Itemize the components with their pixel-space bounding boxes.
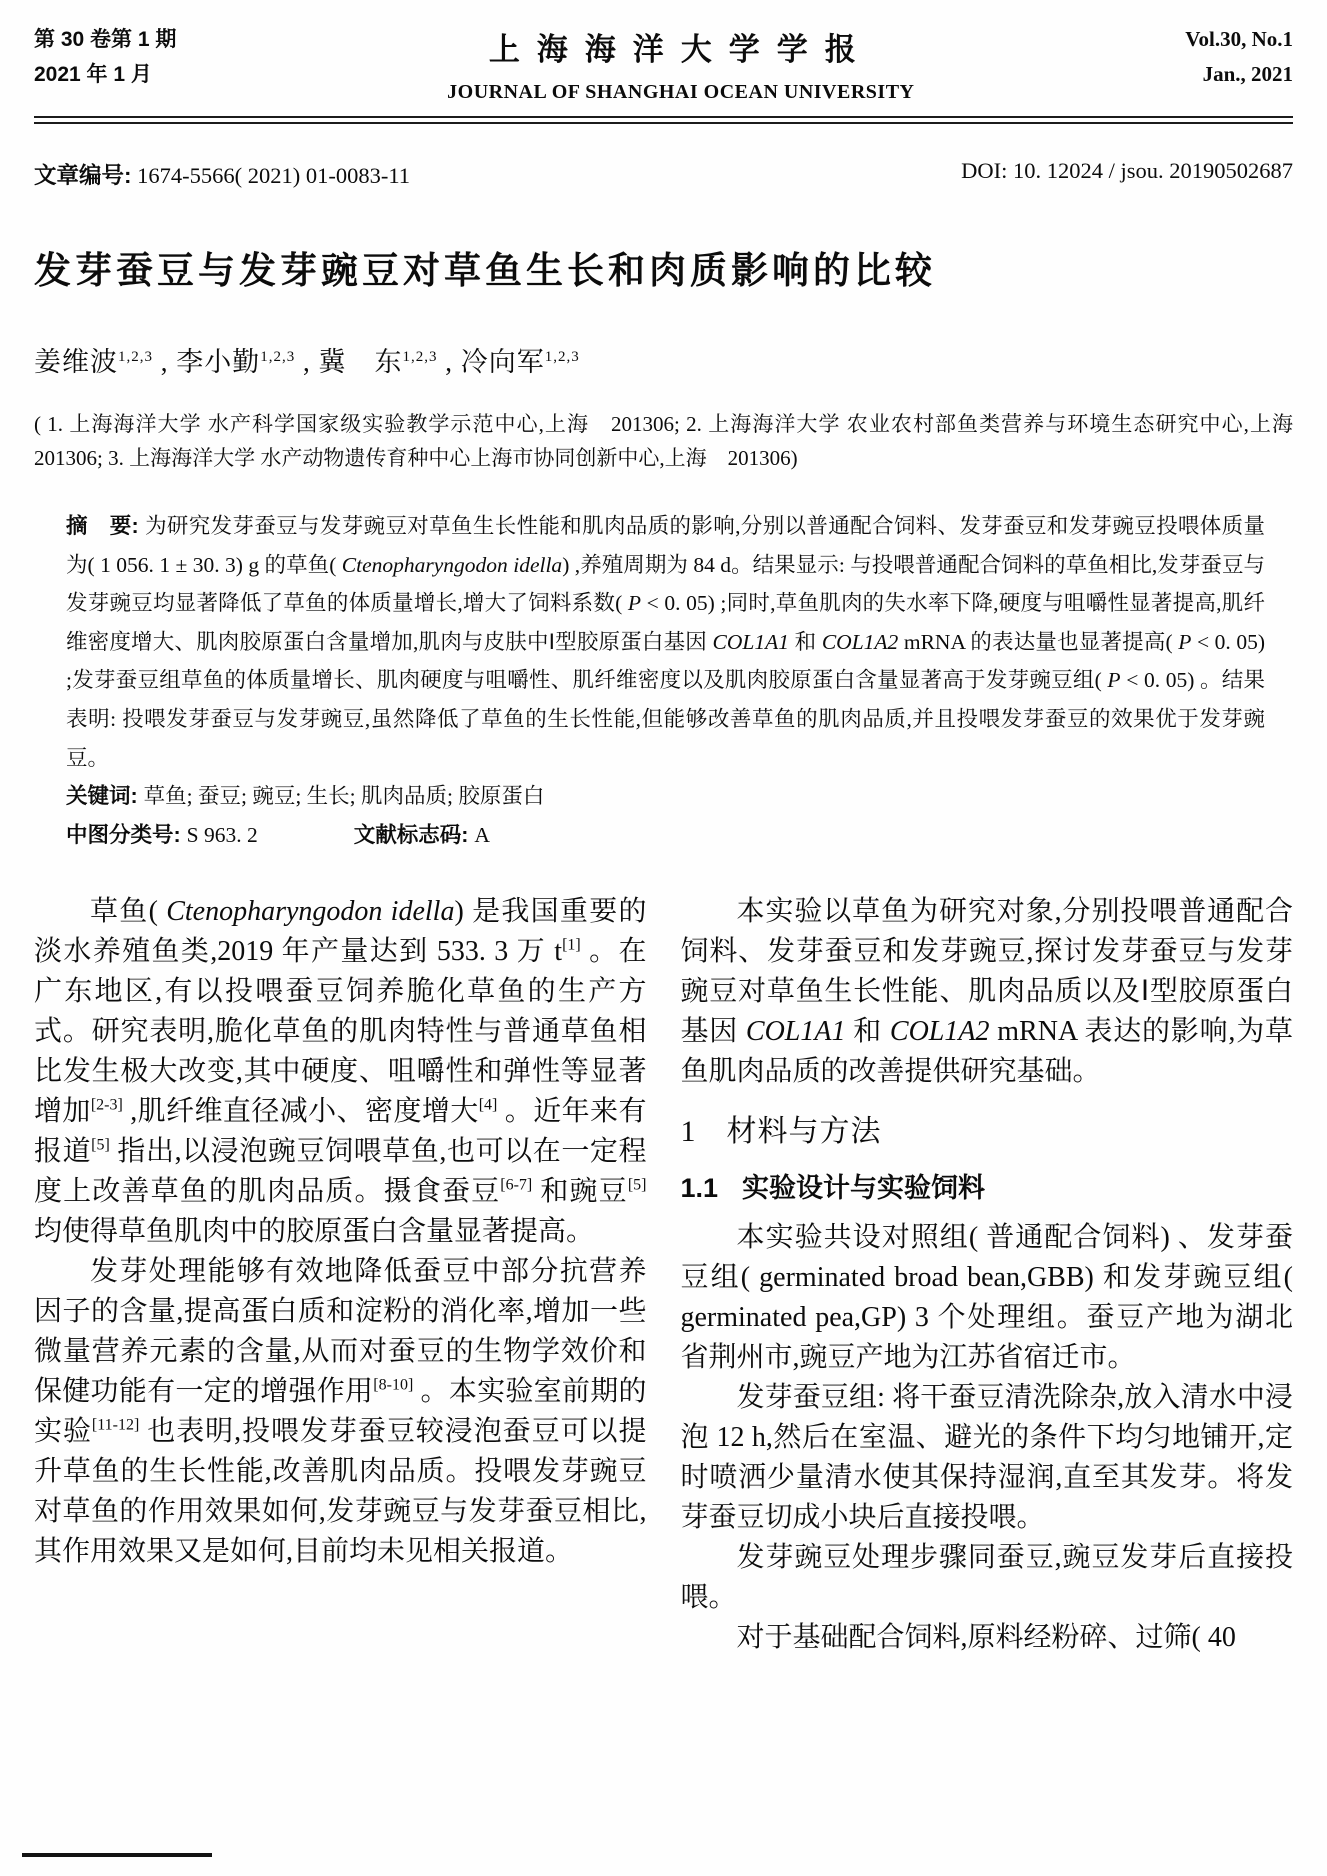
body-paragraph: 本实验以草鱼为研究对象,分别投喂普通配合饲料、发芽蚕豆和发芽豌豆,探讨发芽蚕豆与发芽豌豆对草鱼生长性能、肌肉品质以及Ⅰ型胶原蛋白基因 COL1A1 和 COL1A2 mRNA 表达的影响,为草鱼肌肉品质的改善提供研究基础。	[680, 896, 1293, 1088]
clc-label: 中图分类号:	[66, 822, 187, 847]
body-paragraph: 草鱼( Ctenopharyngodon idella) 是我国重要的淡水养殖鱼类,2019 年产量达到 533. 3 万 t[1] 。在广东地区,有以投喂蚕豆饲养脆化草鱼的生产方式。研究表明,脆化草鱼的肌肉特性与普通草鱼相比发生极大改变,其中硬度、咀嚼性和弹性等显著增加[2-3] ,肌纤维直径减小、密度增大[4] 。近年来有报道[5] 指出,以浸泡豌豆饲喂草鱼,也可以在一定程度上改善草鱼的肌肉品质。摄食蚕豆[6-7] 和豌豆[5] 均使得草鱼肌肉中的胶原蛋白含量显著提高。	[34, 896, 647, 1248]
abstract-label: 摘 要:	[66, 514, 146, 538]
section-heading-1	[681, 1112, 1294, 1152]
header-volume-block	[1185, 22, 1293, 92]
section-title: 材料与方法	[726, 1115, 882, 1149]
doi: DOI: 10. 12024 / jsou. 20190502687	[961, 158, 1293, 183]
header-journal-block	[176, 22, 1185, 104]
journal-title-cn: 上海海洋大学学报	[488, 32, 873, 67]
body-paragraph: 发芽蚕豆组: 将干蚕豆清洗除杂,放入清水中浸泡 12 h,然后在室温、避光的条件下均匀地铺开,定时喷洒少量清水使其保持湿润,直至其发芽。将发芽蚕豆切成小块后直接投喂。	[680, 1382, 1293, 1534]
body-paragraph: 对于基础配合饲料,原料经粉碎、过筛( 40	[736, 1622, 1236, 1654]
authors-line: 姜维波$^{1,2,3}$ , 李小勤$^{1,2,3}$ , 冀 东$^{1,2,3}$ , 冷向军$^{1,2,3}$	[34, 347, 580, 377]
body-columns	[34, 892, 1293, 1658]
abstract-text: 为研究发芽蚕豆与发芽豌豆对草鱼生长性能和肌肉品质的影响,分别以普通配合饲料、发芽蚕豆和发芽豌豆投喂体质量为( 1 056. 1 ± 30. 3) g 的草鱼( Ctenopharyngodon idella) ,养殖周期为 84 d。结果显示: 与投喂普通配合饲料的草鱼相比,发芽蚕豆与发芽豌豆均显著降低了草鱼的体质量增长,增大了饲料系数( P < 0. 05) ;同时,草鱼肌肉的失水率下降,硬度与咀嚼性显著提高,肌纤维密度增大、肌肉胶原蛋白含量增加,肌肉与皮肤中Ⅰ型胶原蛋白基因 COL1A1 和 COL1A2 mRNA 的表达量也显著提高( P < 0. 05) ;发芽蚕豆组草鱼的体质量增长、肌肉硬度与咀嚼性、肌纤维密度以及肌肉胶原蛋白含量显著高于发芽豌豆组( P < 0. 05) 。结果表明: 投喂发芽蚕豆与发芽豌豆,虽然降低了草鱼的生长性能,但能够改善草鱼的肌肉品质,并且投喂发芽蚕豆的效果优于发芽豌豆。	[66, 514, 1265, 770]
header-divider	[34, 116, 1293, 124]
footnote-rule	[22, 1853, 212, 1857]
article-id-label: 文章编号:	[34, 163, 132, 188]
left-column	[34, 892, 647, 1658]
keywords-value: 草鱼; 蚕豆; 豌豆; 生长; 肌肉品质; 胶原蛋白	[143, 784, 545, 809]
page-title: 发芽蚕豆与发芽豌豆对草鱼生长和肉质影响的比较	[34, 250, 936, 291]
clc-value: S 963. 2	[186, 822, 258, 847]
classification-line	[66, 816, 1265, 855]
abstract-block	[66, 507, 1265, 854]
affiliation: ( 1. 上海海洋大学 水产科学国家级实验教学示范中心,上海 201306; 2. 上海海洋大学 农业农村部鱼类营养与环境生态研究中心,上海 201306; 3. 上海海洋大学 水产动物遗传育种中心上海市协同创新中心,上海 201306)	[34, 412, 1314, 470]
section-title: 实验设计与实验饲料	[742, 1173, 986, 1204]
right-column	[681, 892, 1294, 1658]
keywords-label: 关键词:	[66, 784, 144, 809]
article-id-value: 1674-5566( 2021) 01-0083-11	[131, 163, 411, 188]
volume-issue-en: Vol.30, No.1	[1185, 27, 1293, 51]
article-meta-row	[34, 158, 1293, 190]
section-heading-1-1	[681, 1168, 1294, 1208]
body-paragraph: 发芽处理能够有效地降低蚕豆中部分抗营养因子的含量,提高蛋白质和淀粉的消化率,增加一些微量营养元素的含量,从而对蚕豆的生物学效价和保健功能有一定的增强作用[8-10] 。本实验室前期的实验[11-12] 也表明,投喂发芽蚕豆较浸泡蚕豆可以提升草鱼的生长性能,改善肌肉品质。投喂发芽豌豆对草鱼的作用效果如何,发芽豌豆与发芽蚕豆相比,其作用效果又是如何,目前均未见相关报道。	[34, 1256, 647, 1568]
journal-header	[34, 22, 1293, 104]
volume-issue-cn: 第 30 卷第 1 期	[34, 28, 177, 51]
abstract-paragraph	[66, 507, 1265, 777]
keywords-line	[66, 777, 1265, 816]
body-paragraph: 本实验共设对照组( 普通配合饲料) 、发芽蚕豆组( germinated broad bean,GBB) 和发芽豌豆组( germinated pea,GP) 3 个处理组。蚕豆产地为湖北省荆州市,豌豆产地为江苏省宿迁市。	[680, 1222, 1293, 1374]
header-issue-block	[34, 22, 176, 92]
section-number: 1.1	[680, 1173, 719, 1204]
date-cn: 2021 年 1 月	[34, 63, 152, 86]
doc-code-value: A	[474, 822, 490, 847]
article-id	[34, 158, 410, 190]
body-paragraph: 发芽豌豆处理步骤同蚕豆,豌豆发芽后直接投喂。	[680, 1542, 1293, 1614]
section-number: 1	[680, 1115, 697, 1149]
journal-title-en: JOURNAL OF SHANGHAI OCEAN UNIVERSITY	[447, 81, 915, 103]
doc-code-label: 文献标志码:	[353, 822, 475, 847]
date-en: Jan., 2021	[1202, 62, 1293, 86]
